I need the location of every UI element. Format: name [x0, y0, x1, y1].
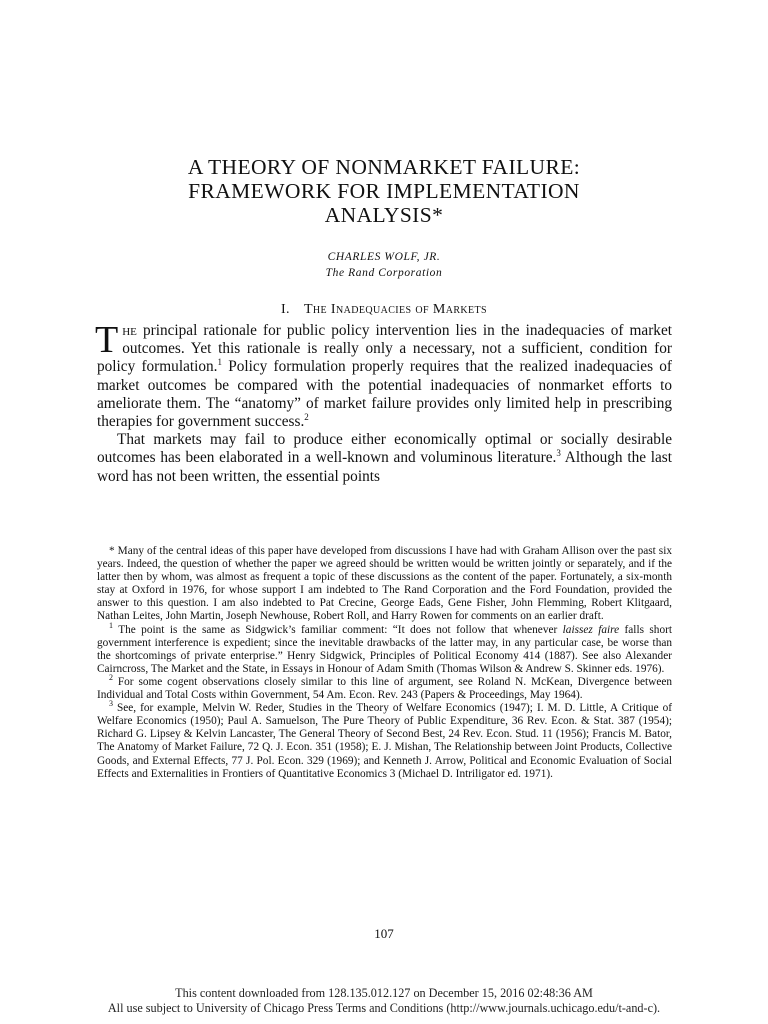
footnote-3-text: See, for example, Melvin W. Reder, Studies in the Theory of Welfare Economics (1947); I. M. D. Little, A Critique of Welfare Economics (1950); Paul A. Samuelson, The Pure Theory of Public Expenditure, 36 Rev. Econ. & Stat. 387 (1954); Richard G. Lipsey & Kelvin Lancaster, The General Theory of Second Best, 24 Rev. Econ. Stud. 11 (1956); Francis M. Bator, The Anatomy of Market Failure, 72 Q. J. Econ. 351 (1958); E. J. Mishan, The Relationship between Joint Products, Collective Goods, and External Effects, 77 J. Pol. Econ. 329 (1969); and Kenneth J. Arrow, Political and Economic Evaluation of Social Effects and Externalities in Frontiers of Quantitative Economics 3 (Michael D. Intriligator ed. 1971). [97, 702, 672, 780]
section-number: I. [280, 302, 290, 317]
author-affiliation: The Rand Corporation [325, 267, 443, 279]
footnote-1-italic: laissez faire [562, 623, 620, 636]
author-block [96, 249, 672, 281]
page-number: 107 [374, 926, 394, 941]
footnote-ref-1[interactable]: 1 [217, 357, 222, 368]
footnote-ref-3[interactable]: 3 [556, 448, 561, 459]
footnote-ref-2[interactable]: 2 [304, 411, 309, 422]
paragraph-1 [95, 319, 672, 431]
paragraph-1-text-b: Policy formulation properly requires that the realized inadequacies of market outcomes be compared with the potential inadequacies of nonmarket efforts to ameliorate them. The “anatomy” of market failure provides only limited help in prescribing therapies for government success. [97, 358, 672, 431]
footnote-1-text-a: The point is the same as Sidgwick’s familiar comment: “It does not follow that whenever [113, 623, 563, 636]
footnote-2-text: For some cogent observations closely similar to this line of argument, see Roland N. McKean, Divergence between Individual and Total Costs within Government, 54 Am. Econ. Rev. 243 (Papers & Proceedings, May 1964). [97, 675, 672, 702]
footnote-3 [97, 699, 672, 781]
opening-smallcaps: he [122, 322, 137, 339]
paragraph-2-text-a: That markets may fail to produce either economically optimal or socially desirable outcomes has been elaborated in a well-known and voluminous literature. [97, 431, 672, 467]
paragraph-2-text-b: Although the last word has not been written, the essential points [97, 449, 672, 485]
footnote-3-mark: 3 [109, 699, 113, 709]
footnote-star: * Many of the central ideas of this paper have developed from discussions I have had with Graham Allison over the past six years. Indeed, the question of whether the paper we agreed should be written would be written jointly or separately, and if the latter then by whom, was almost as frequent a topic of these discussions as the content of the paper. Fortunately, a six-month stay at Oxford in 1976, for whose support I am indebted to The Rand Corporation and the Ford Foundation, provided the answer to this question. I am also indebted to Pat Crecine, George Eads, Gene Fisher, John Flemming, Robert Klitgaard, Nathan Leites, John Martin, Joseph Newhouse, Robert Roll, and Harry Rowen for comments on an earlier draft. [97, 545, 672, 623]
footnote-1 [97, 620, 672, 676]
footnote-1-text-b: falls short government interference is expedient; since the inevitable drawbacks of the latter may, in any particular case, be worse than the shortcomings of private enterprise.” Henry Sidgwick, Principles of Political Economy 414 (1887). See also Alexander Cairncross, The Market and the State, in Essays in Honour of Adam Smith (Thomas Wilson & Andrew S. Skinner eds. 1976). [97, 623, 672, 675]
download-footer [0, 986, 768, 1016]
footer-line-1: This content downloaded from 128.135.012.127 on December 15, 2016 02:48:36 AM [175, 986, 593, 1000]
drop-cap: T [95, 319, 119, 361]
section-heading [96, 302, 672, 318]
title-line-3: ANALYSIS* [324, 203, 444, 227]
author-name: CHARLES WOLF, JR. [327, 251, 441, 263]
article-title [96, 155, 672, 227]
body-text [95, 319, 672, 486]
section-title: The Inadequacies of Markets [303, 302, 488, 317]
paragraph-2 [97, 431, 672, 486]
footnotes [97, 545, 672, 781]
footnote-2 [97, 673, 672, 702]
footer-line-2[interactable]: All use subject to University of Chicago Press Terms and Conditions (http://www.journals.uchicago.edu/t-and-c). [107, 1001, 661, 1015]
paragraph-1-text-a: principal rationale for public policy intervention lies in the inadequacies of market outcomes. Yet this rationale is really only a necessary, not a sufficient, condition for policy formulation. [97, 322, 672, 376]
footnote-2-mark: 2 [109, 673, 113, 683]
footnote-1-mark: 1 [109, 620, 113, 630]
title-line-2: FRAMEWORK FOR IMPLEMENTATION [188, 179, 580, 203]
title-line-1: A THEORY OF NONMARKET FAILURE: [187, 155, 581, 179]
